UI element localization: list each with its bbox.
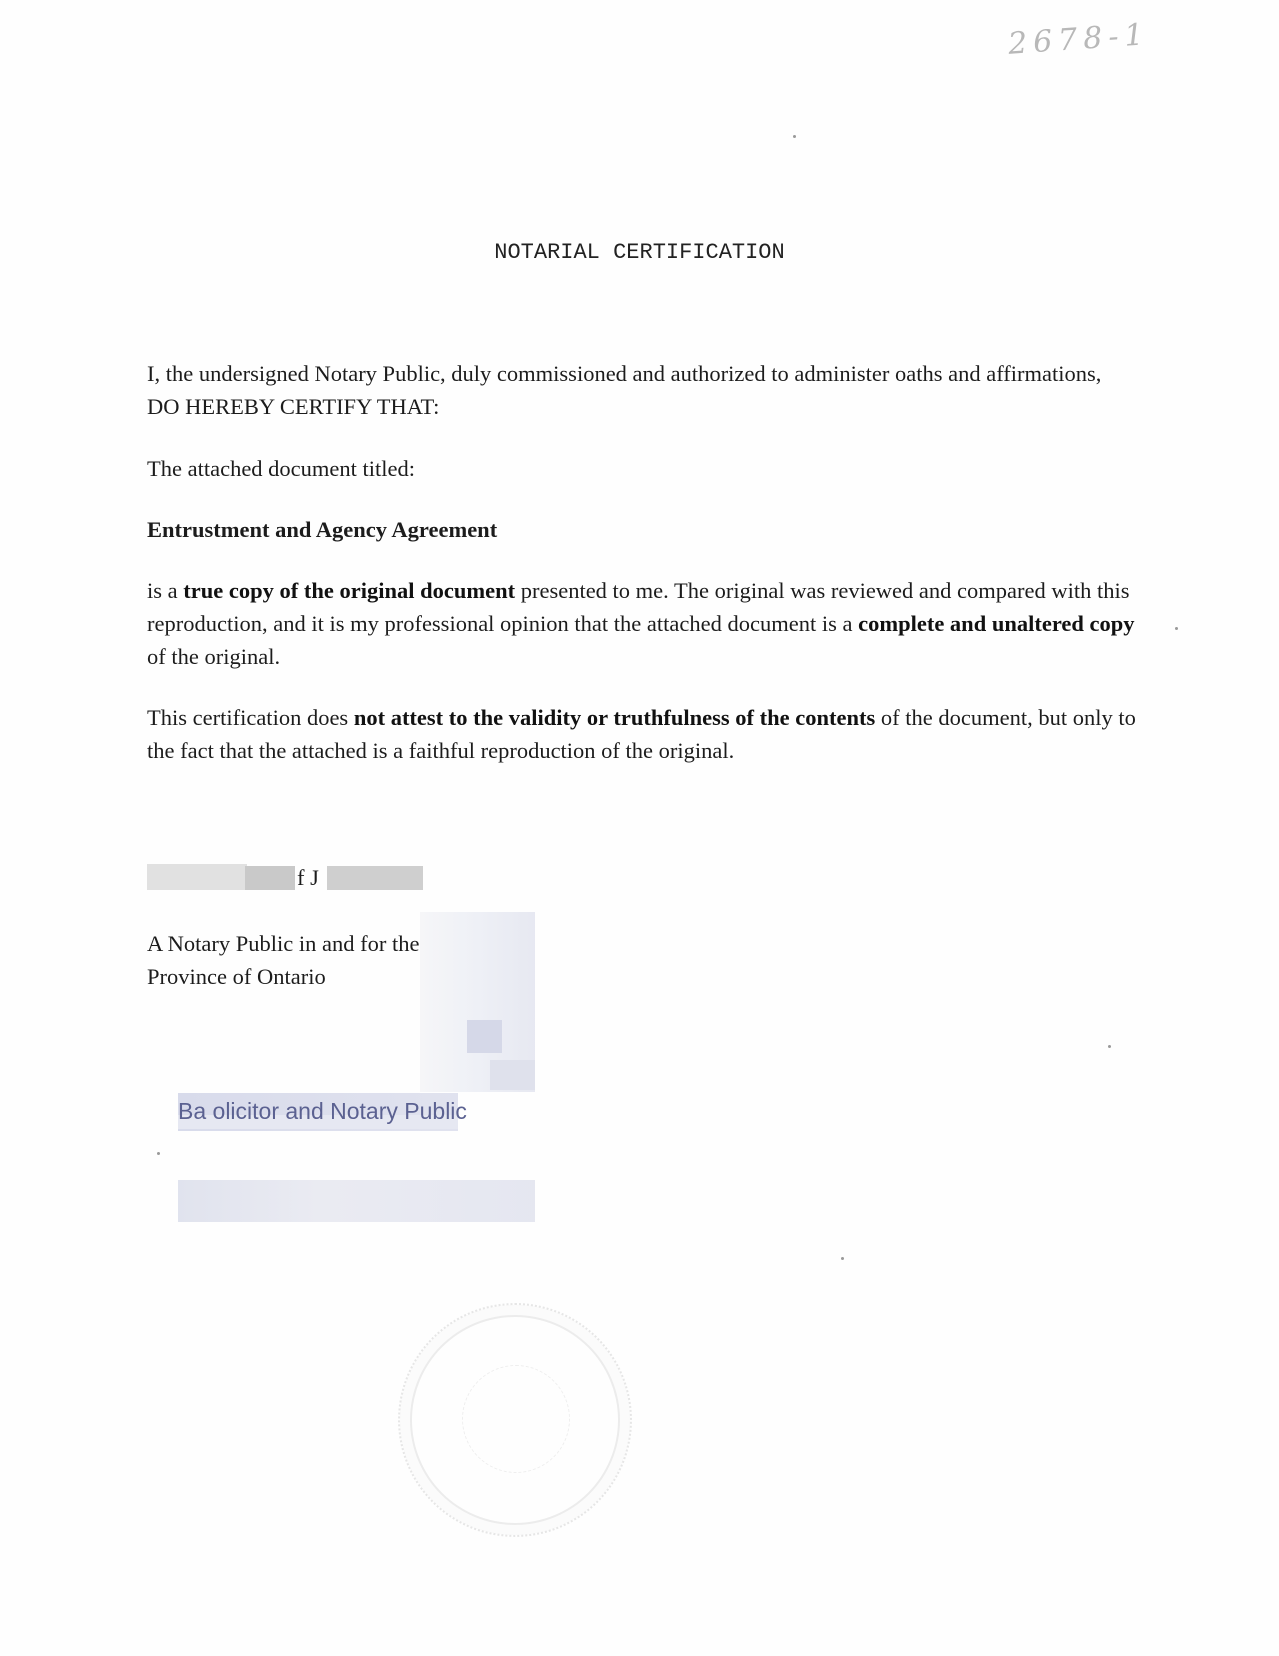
scan-speck [793, 135, 796, 138]
notary-stamp-title: Ba olicitor and Notary Public [178, 1098, 467, 1124]
certification-intro: I, the undersigned Notary Public, duly commissioned and authorized to administer oaths and affirmations, DO HEREBY CERTIFY THAT: [147, 361, 1102, 419]
notary-jurisdiction-line-1: A Notary Public in and for the [147, 931, 420, 956]
embossed-seal-center [462, 1365, 570, 1473]
scan-speck [157, 1152, 160, 1155]
scan-speck [1175, 627, 1178, 630]
scan-speck [841, 1257, 844, 1260]
scan-speck [1108, 1045, 1111, 1048]
stamp-address-redaction [178, 1180, 535, 1222]
date-redaction-1 [147, 864, 247, 890]
true-copy-text-3: of the original. [147, 644, 281, 669]
true-copy-text-2: presented to me. The original was reviewed and compared with this reproduction, and it is my professional opinion that the attached document is a [147, 578, 1130, 636]
handwritten-note: 2678-1 [1006, 17, 1151, 62]
true-copy-emphasis-2: complete and unaltered copy [858, 611, 1135, 636]
attached-document-title: Entrustment and Agency Agreement [147, 517, 498, 542]
true-copy-text-1: is a [147, 578, 184, 603]
date-redaction-3 [327, 866, 423, 890]
embossed-seal [398, 1303, 632, 1537]
notary-jurisdiction-line-2: Province of Ontario [147, 964, 326, 989]
disclaimer-text-2: of the document, but only to the fact that the attached is a faithful reproduction of the original. [147, 705, 1136, 763]
signature-redaction-pixel-2 [490, 1060, 535, 1090]
signature-redaction-pixel-1 [467, 1020, 502, 1053]
true-copy-statement [147, 574, 1137, 673]
date-redaction-2 [245, 866, 295, 890]
disclaimer-text-1: This certification does [147, 705, 354, 730]
disclaimer-emphasis: not attest to the validity or truthfulness of the contents [353, 705, 876, 730]
date-line-visible-text: f J [297, 865, 319, 890]
document-heading: NOTARIAL CERTIFICATION [494, 240, 785, 265]
attached-document-label: The attached document titled: [147, 456, 416, 481]
true-copy-emphasis-1: true copy of the original document [183, 578, 516, 603]
disclaimer-statement [147, 701, 1137, 767]
